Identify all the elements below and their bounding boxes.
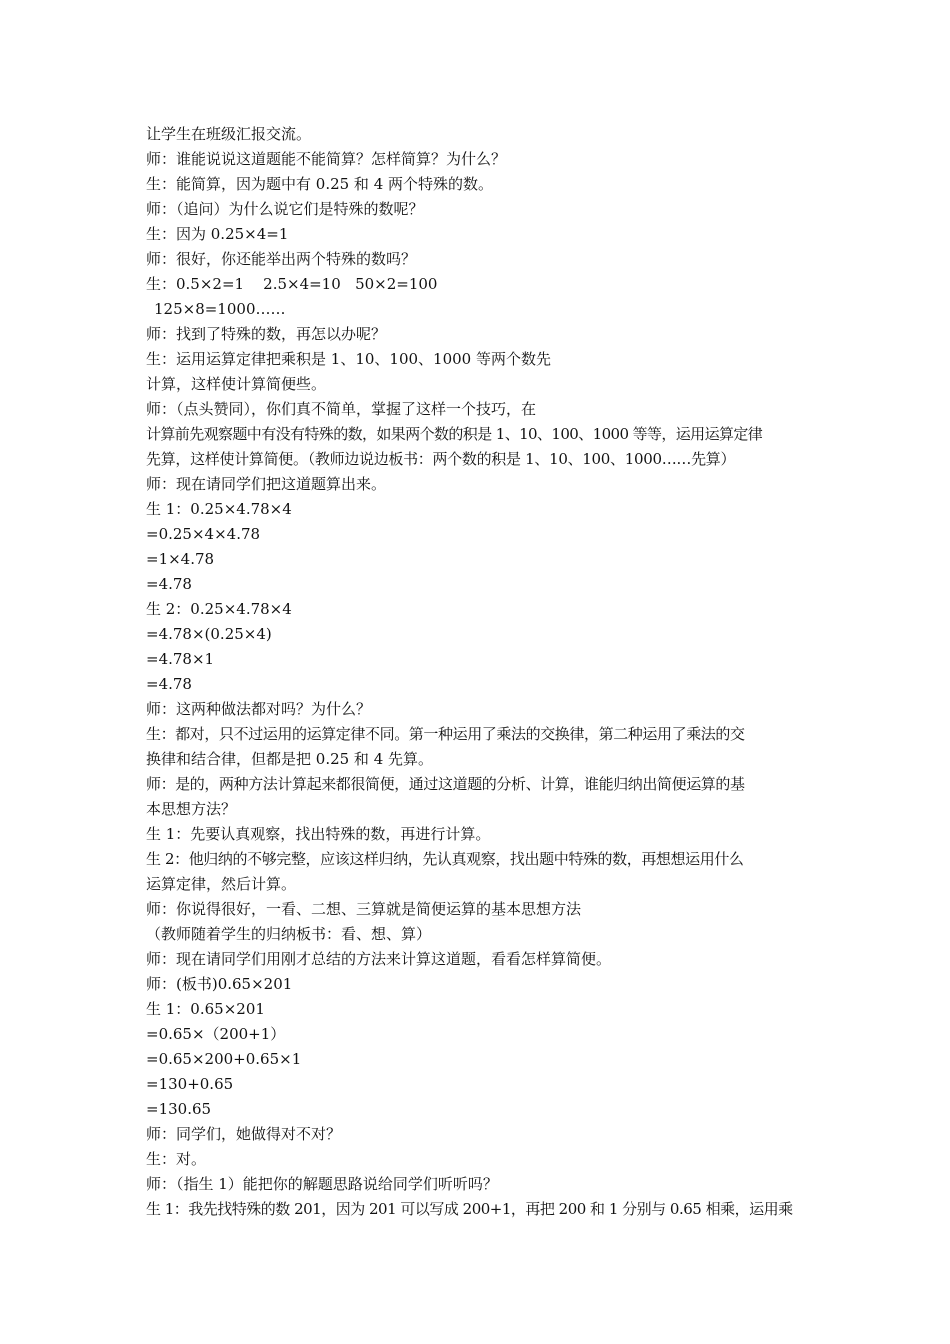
text-line: 生 1：0.65×201: [146, 1000, 265, 1018]
text-line: 师：很好，你还能举出两个特殊的数吗？: [146, 250, 417, 268]
text-line: 本思想方法？: [146, 800, 237, 818]
text-line: 师：找到了特殊的数，再怎以办呢？: [146, 325, 387, 343]
document-body: [146, 122, 812, 1222]
text-line: 生：因为 0.25×4=1: [146, 225, 289, 243]
text-line: （教师随着学生的归纳板书：看、想、算）: [146, 925, 432, 943]
text-line: =4.78×1: [146, 650, 215, 668]
text-line: 125×8=1000……: [154, 300, 286, 318]
text-line: 运算定律，然后计算。: [146, 875, 297, 893]
text-line: 计算，这样使计算简便些。: [146, 375, 327, 393]
text-line: 先算，这样使计算简便。（教师边说边板书：两个数的积是 1、10、100、1000……先算）: [146, 450, 736, 468]
text-line: 让学生在班级汇报交流。: [146, 125, 312, 143]
text-line: =4.78×(0.25×4): [146, 625, 272, 643]
text-line: 师：这两种做法都对吗？为什么？: [146, 700, 372, 718]
text-line: 师：（点头赞同），你们真不简单，掌握了这样一个技巧，在: [146, 400, 537, 418]
text-line: =4.78: [146, 575, 192, 593]
text-line: 生：运用运算定律把乘积是 1、10、100、1000 等两个数先: [146, 350, 551, 368]
text-line: =4.78: [146, 675, 192, 693]
text-line: =130+0.65: [146, 1075, 234, 1093]
text-line: =1×4.78: [146, 550, 215, 568]
text-line: 生：都对，只不过运用的运算定律不同。第一种运用了乘法的交换律，第二种运用了乘法的交: [146, 725, 745, 743]
text-line: 师：同学们，她做得对不对？: [146, 1125, 342, 1143]
text-line: 师：是的，两种方法计算起来都很简便，通过这道题的分析、计算，谁能归纳出简便运算的基: [146, 775, 745, 793]
text-line: 生：0.5×2=1 2.5×4=10 50×2=100: [146, 275, 438, 293]
text-line: =0.65×200+0.65×1: [146, 1050, 302, 1068]
text-line: 生：能简算，因为题中有 0.25 和 4 两个特殊的数。: [146, 175, 494, 193]
text-line: 师：现在请同学们把这道题算出来。: [146, 475, 387, 493]
text-line: 师：（指生 1）能把你的解题思路说给同学们听听吗？: [146, 1175, 498, 1193]
text-line: 计算前先观察题中有没有特殊的数，如果两个数的积是 1、10、100、1000 等等，运用运算定律: [146, 425, 763, 443]
text-line: 师：谁能说说这道题能不能简算？怎样简算？为什么？: [146, 150, 507, 168]
text-line: 生 1：0.25×4.78×4: [146, 500, 292, 518]
text-line: 生 1：先要认真观察，找出特殊的数，再进行计算。: [146, 825, 491, 843]
text-line: =0.65×（200+1）: [146, 1025, 286, 1043]
text-line: 换律和结合律，但都是把 0.25 和 4 先算。: [146, 750, 434, 768]
text-line: 师：你说得很好，一看、二想、三算就是简便运算的基本思想方法: [146, 900, 582, 918]
text-line: 生 2：他归纳的不够完整，应该这样归纳，先认真观察，找出题中特殊的数，再想想运用什么: [146, 850, 744, 868]
text-line: 师：（追问）为什么说它们是特殊的数呢？: [146, 200, 424, 218]
text-line: 生 1：我先找特殊的数 201，因为 201 可以写成 200+1，再把 200 和 1 分别与 0.65 相乘，运用乘: [146, 1200, 793, 1218]
text-line: 师：现在请同学们用刚才总结的方法来计算这道题，看看怎样算简便。: [146, 950, 612, 968]
text-line: 师：(板书)0.65×201: [146, 975, 293, 993]
text-line: 生 2：0.25×4.78×4: [146, 600, 292, 618]
text-line: =0.25×4×4.78: [146, 525, 261, 543]
text-line: 生：对。: [146, 1150, 207, 1168]
text-line: =130.65: [146, 1100, 212, 1118]
